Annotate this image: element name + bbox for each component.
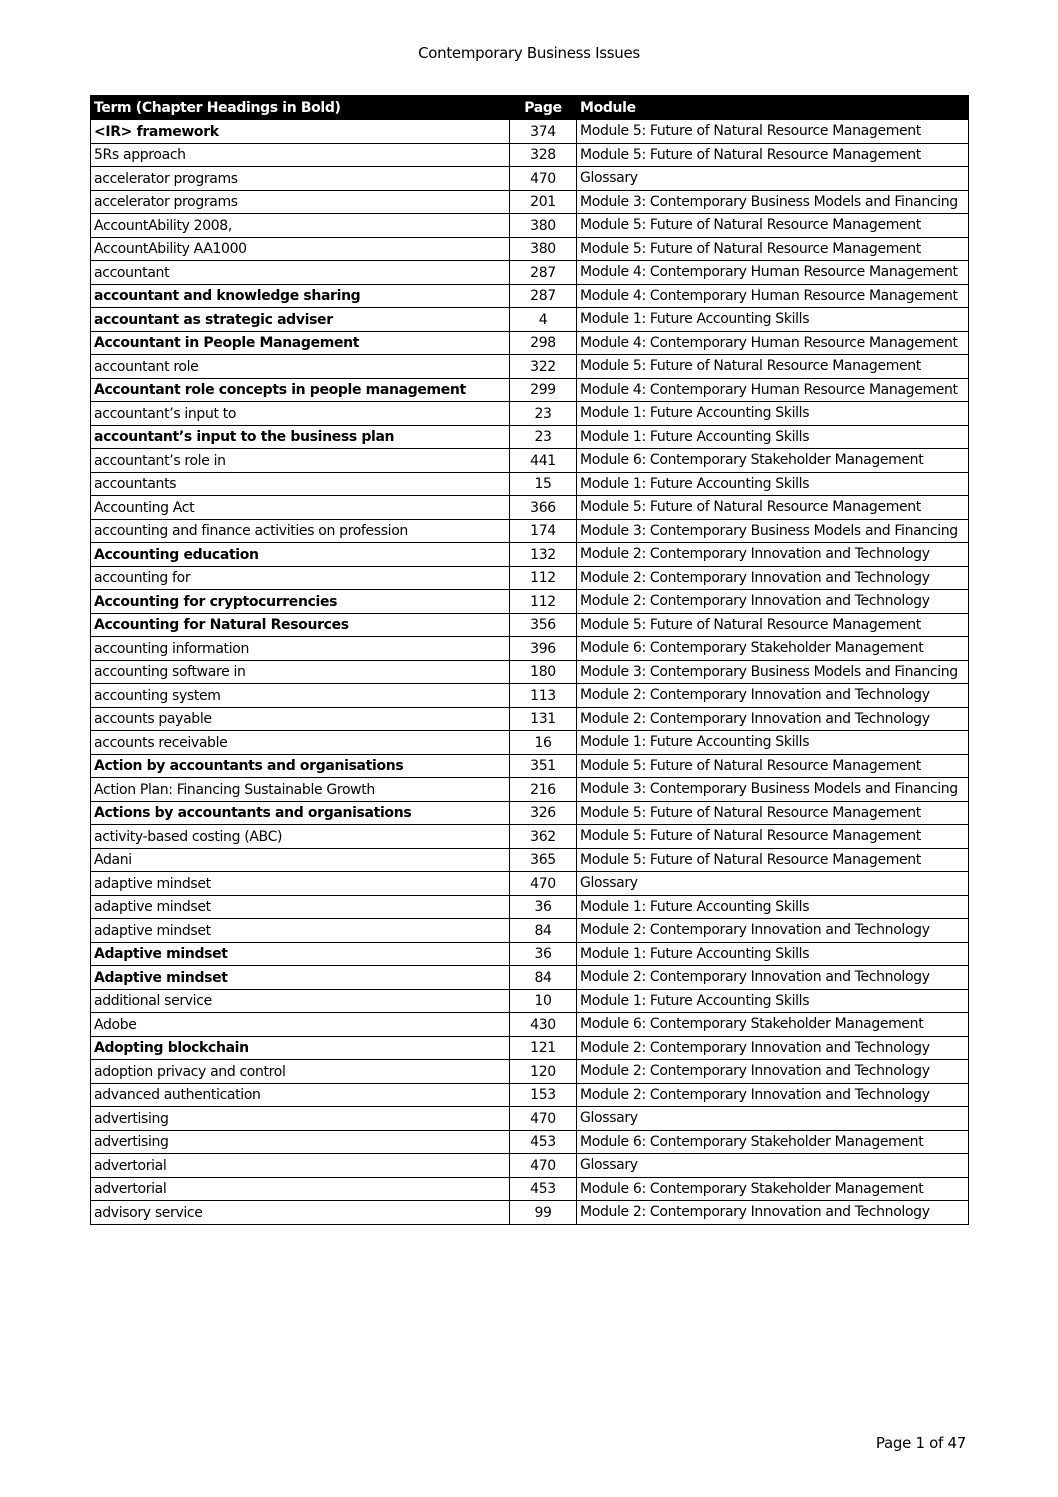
term-cell: accountant — [91, 261, 510, 285]
table-row — [91, 496, 969, 520]
table-row — [91, 543, 969, 567]
module-cell: Glossary — [577, 1154, 969, 1178]
term-cell: additional service — [91, 989, 510, 1013]
module-cell: Module 1: Future Accounting Skills — [577, 731, 969, 755]
module-cell: Module 6: Contemporary Stakeholder Management — [577, 1177, 969, 1201]
term-cell: accounts payable — [91, 707, 510, 731]
term-cell: advanced authentication — [91, 1083, 510, 1107]
term-cell: Accounting for Natural Resources — [91, 613, 510, 637]
term-cell: Accountant in People Management — [91, 331, 510, 355]
page-cell: 441 — [510, 449, 577, 473]
table-row — [91, 942, 969, 966]
page-cell: 99 — [510, 1201, 577, 1225]
page-cell: 470 — [510, 1154, 577, 1178]
table-row — [91, 472, 969, 496]
table-row — [91, 754, 969, 778]
module-cell: Module 2: Contemporary Innovation and Technology — [577, 590, 969, 614]
page-cell: 131 — [510, 707, 577, 731]
table-row — [91, 1201, 969, 1225]
module-cell: Module 2: Contemporary Innovation and Technology — [577, 1201, 969, 1225]
page-cell: 299 — [510, 378, 577, 402]
term-cell: 5Rs approach — [91, 143, 510, 167]
page-cell: 201 — [510, 190, 577, 214]
term-cell: accountant’s role in — [91, 449, 510, 473]
term-cell: Adani — [91, 848, 510, 872]
index-table — [90, 95, 969, 1225]
module-cell: Glossary — [577, 167, 969, 191]
term-cell: <IR> framework — [91, 120, 510, 144]
module-cell: Module 3: Contemporary Business Models and Financing — [577, 190, 969, 214]
table-row — [91, 684, 969, 708]
table-row — [91, 895, 969, 919]
page-cell: 287 — [510, 261, 577, 285]
table-row — [91, 801, 969, 825]
module-cell: Module 2: Contemporary Innovation and Technology — [577, 1083, 969, 1107]
term-cell: AccountAbility 2008, — [91, 214, 510, 238]
module-cell: Module 3: Contemporary Business Models and Financing — [577, 778, 969, 802]
module-cell: Module 5: Future of Natural Resource Management — [577, 496, 969, 520]
module-cell: Module 3: Contemporary Business Models and Financing — [577, 519, 969, 543]
term-cell: accountant as strategic adviser — [91, 308, 510, 332]
term-cell: accounting system — [91, 684, 510, 708]
module-cell: Module 5: Future of Natural Resource Management — [577, 237, 969, 261]
module-cell: Module 2: Contemporary Innovation and Technology — [577, 684, 969, 708]
module-cell: Module 5: Future of Natural Resource Management — [577, 848, 969, 872]
page-cell: 121 — [510, 1036, 577, 1060]
module-cell: Module 5: Future of Natural Resource Management — [577, 355, 969, 379]
module-cell: Module 5: Future of Natural Resource Management — [577, 120, 969, 144]
table-row — [91, 989, 969, 1013]
table-row — [91, 355, 969, 379]
page-cell: 298 — [510, 331, 577, 355]
module-cell: Module 3: Contemporary Business Models and Financing — [577, 660, 969, 684]
table-row — [91, 1036, 969, 1060]
table-row — [91, 214, 969, 238]
table-row — [91, 449, 969, 473]
module-cell: Module 4: Contemporary Human Resource Management — [577, 331, 969, 355]
table-row — [91, 402, 969, 426]
table-row — [91, 1060, 969, 1084]
term-cell: accelerator programs — [91, 167, 510, 191]
page-cell: 351 — [510, 754, 577, 778]
page-cell: 362 — [510, 825, 577, 849]
term-cell: advisory service — [91, 1201, 510, 1225]
page-cell: 396 — [510, 637, 577, 661]
term-cell: Action by accountants and organisations — [91, 754, 510, 778]
page-cell: 16 — [510, 731, 577, 755]
table-row — [91, 308, 969, 332]
table-row — [91, 331, 969, 355]
term-cell: advertising — [91, 1130, 510, 1154]
term-cell: Accounting for cryptocurrencies — [91, 590, 510, 614]
term-cell: accounting information — [91, 637, 510, 661]
term-cell: adaptive mindset — [91, 919, 510, 943]
page-cell: 374 — [510, 120, 577, 144]
page-cell: 180 — [510, 660, 577, 684]
page-cell: 430 — [510, 1013, 577, 1037]
page-cell: 326 — [510, 801, 577, 825]
module-cell: Module 5: Future of Natural Resource Management — [577, 214, 969, 238]
table-row — [91, 1177, 969, 1201]
page-cell: 84 — [510, 966, 577, 990]
term-cell: advertorial — [91, 1154, 510, 1178]
term-cell: AccountAbility AA1000 — [91, 237, 510, 261]
term-cell: accountant’s input to — [91, 402, 510, 426]
table-row — [91, 872, 969, 896]
module-cell: Module 4: Contemporary Human Resource Management — [577, 284, 969, 308]
page-cell: 112 — [510, 566, 577, 590]
column-header-term: Term (Chapter Headings in Bold) — [91, 96, 510, 120]
term-cell: adaptive mindset — [91, 895, 510, 919]
module-cell: Module 2: Contemporary Innovation and Technology — [577, 919, 969, 943]
table-row — [91, 825, 969, 849]
module-cell: Module 2: Contemporary Innovation and Technology — [577, 1036, 969, 1060]
term-cell: accountant and knowledge sharing — [91, 284, 510, 308]
table-row — [91, 778, 969, 802]
page-cell: 113 — [510, 684, 577, 708]
page-cell: 84 — [510, 919, 577, 943]
table-body — [91, 120, 969, 1225]
module-cell: Module 1: Future Accounting Skills — [577, 308, 969, 332]
table-row — [91, 378, 969, 402]
module-cell: Module 5: Future of Natural Resource Management — [577, 613, 969, 637]
module-cell: Module 1: Future Accounting Skills — [577, 989, 969, 1013]
page-cell: 380 — [510, 237, 577, 261]
term-cell: Action Plan: Financing Sustainable Growth — [91, 778, 510, 802]
table-row — [91, 1083, 969, 1107]
term-cell: Adobe — [91, 1013, 510, 1037]
table-row — [91, 566, 969, 590]
module-cell: Module 2: Contemporary Innovation and Technology — [577, 566, 969, 590]
term-cell: advertorial — [91, 1177, 510, 1201]
page-cell: 36 — [510, 895, 577, 919]
page-cell: 23 — [510, 402, 577, 426]
module-cell: Module 6: Contemporary Stakeholder Management — [577, 1130, 969, 1154]
term-cell: advertising — [91, 1107, 510, 1131]
page-cell: 153 — [510, 1083, 577, 1107]
page-cell: 287 — [510, 284, 577, 308]
table-row — [91, 660, 969, 684]
term-cell: accountant’s input to the business plan — [91, 425, 510, 449]
term-cell: Accounting education — [91, 543, 510, 567]
module-cell: Module 1: Future Accounting Skills — [577, 402, 969, 426]
term-cell: accounting software in — [91, 660, 510, 684]
term-cell: adaptive mindset — [91, 872, 510, 896]
table-row — [91, 731, 969, 755]
page-cell: 4 — [510, 308, 577, 332]
module-cell: Module 5: Future of Natural Resource Management — [577, 754, 969, 778]
term-cell: Accountant role concepts in people management — [91, 378, 510, 402]
module-cell: Module 5: Future of Natural Resource Management — [577, 825, 969, 849]
term-cell: accounting and finance activities on profession — [91, 519, 510, 543]
table-row — [91, 613, 969, 637]
module-cell: Glossary — [577, 872, 969, 896]
module-cell: Glossary — [577, 1107, 969, 1131]
column-header-module: Module — [577, 96, 969, 120]
table-row — [91, 1013, 969, 1037]
module-cell: Module 6: Contemporary Stakeholder Management — [577, 1013, 969, 1037]
page-cell: 322 — [510, 355, 577, 379]
table-row — [91, 1154, 969, 1178]
page-cell: 216 — [510, 778, 577, 802]
module-cell: Module 2: Contemporary Innovation and Technology — [577, 1060, 969, 1084]
term-cell: Actions by accountants and organisations — [91, 801, 510, 825]
page-cell: 36 — [510, 942, 577, 966]
page-cell: 120 — [510, 1060, 577, 1084]
table-row — [91, 519, 969, 543]
table-row — [91, 284, 969, 308]
table-header-row — [91, 96, 969, 120]
module-cell: Module 4: Contemporary Human Resource Management — [577, 261, 969, 285]
module-cell: Module 1: Future Accounting Skills — [577, 895, 969, 919]
term-cell: accounting for — [91, 566, 510, 590]
table-row — [91, 848, 969, 872]
column-header-page: Page — [510, 96, 577, 120]
term-cell: accelerator programs — [91, 190, 510, 214]
module-cell: Module 1: Future Accounting Skills — [577, 472, 969, 496]
term-cell: accountant role — [91, 355, 510, 379]
table-row — [91, 1130, 969, 1154]
table-row — [91, 590, 969, 614]
page-cell: 23 — [510, 425, 577, 449]
page-cell: 174 — [510, 519, 577, 543]
module-cell: Module 6: Contemporary Stakeholder Management — [577, 637, 969, 661]
table-row — [91, 919, 969, 943]
page-cell: 328 — [510, 143, 577, 167]
module-cell: Module 1: Future Accounting Skills — [577, 425, 969, 449]
term-cell: activity-based costing (ABC) — [91, 825, 510, 849]
page-cell: 10 — [510, 989, 577, 1013]
table-row — [91, 637, 969, 661]
page-cell: 453 — [510, 1130, 577, 1154]
page-cell: 380 — [510, 214, 577, 238]
table-row — [91, 143, 969, 167]
table-row — [91, 1107, 969, 1131]
table-row — [91, 707, 969, 731]
table-row — [91, 190, 969, 214]
term-cell: accountants — [91, 472, 510, 496]
term-cell: Accounting Act — [91, 496, 510, 520]
module-cell: Module 2: Contemporary Innovation and Technology — [577, 707, 969, 731]
page-cell: 15 — [510, 472, 577, 496]
page-number: Page 1 of 47 — [875, 1434, 966, 1452]
page-cell: 470 — [510, 1107, 577, 1131]
page-cell: 453 — [510, 1177, 577, 1201]
term-cell: Adopting blockchain — [91, 1036, 510, 1060]
module-cell: Module 5: Future of Natural Resource Management — [577, 801, 969, 825]
module-cell: Module 2: Contemporary Innovation and Technology — [577, 966, 969, 990]
term-cell: adoption privacy and control — [91, 1060, 510, 1084]
table-row — [91, 261, 969, 285]
table-row — [91, 425, 969, 449]
page-cell: 366 — [510, 496, 577, 520]
module-cell: Module 6: Contemporary Stakeholder Management — [577, 449, 969, 473]
module-cell: Module 1: Future Accounting Skills — [577, 942, 969, 966]
term-cell: Adaptive mindset — [91, 942, 510, 966]
page-cell: 470 — [510, 167, 577, 191]
table-row — [91, 966, 969, 990]
module-cell: Module 2: Contemporary Innovation and Technology — [577, 543, 969, 567]
module-cell: Module 5: Future of Natural Resource Management — [577, 143, 969, 167]
term-cell: Adaptive mindset — [91, 966, 510, 990]
table-row — [91, 120, 969, 144]
module-cell: Module 4: Contemporary Human Resource Management — [577, 378, 969, 402]
page-cell: 470 — [510, 872, 577, 896]
page-title: Contemporary Business Issues — [418, 44, 640, 62]
page-cell: 112 — [510, 590, 577, 614]
term-cell: accounts receivable — [91, 731, 510, 755]
table-row — [91, 237, 969, 261]
table-row — [91, 167, 969, 191]
page-cell: 132 — [510, 543, 577, 567]
page-cell: 365 — [510, 848, 577, 872]
page-cell: 356 — [510, 613, 577, 637]
